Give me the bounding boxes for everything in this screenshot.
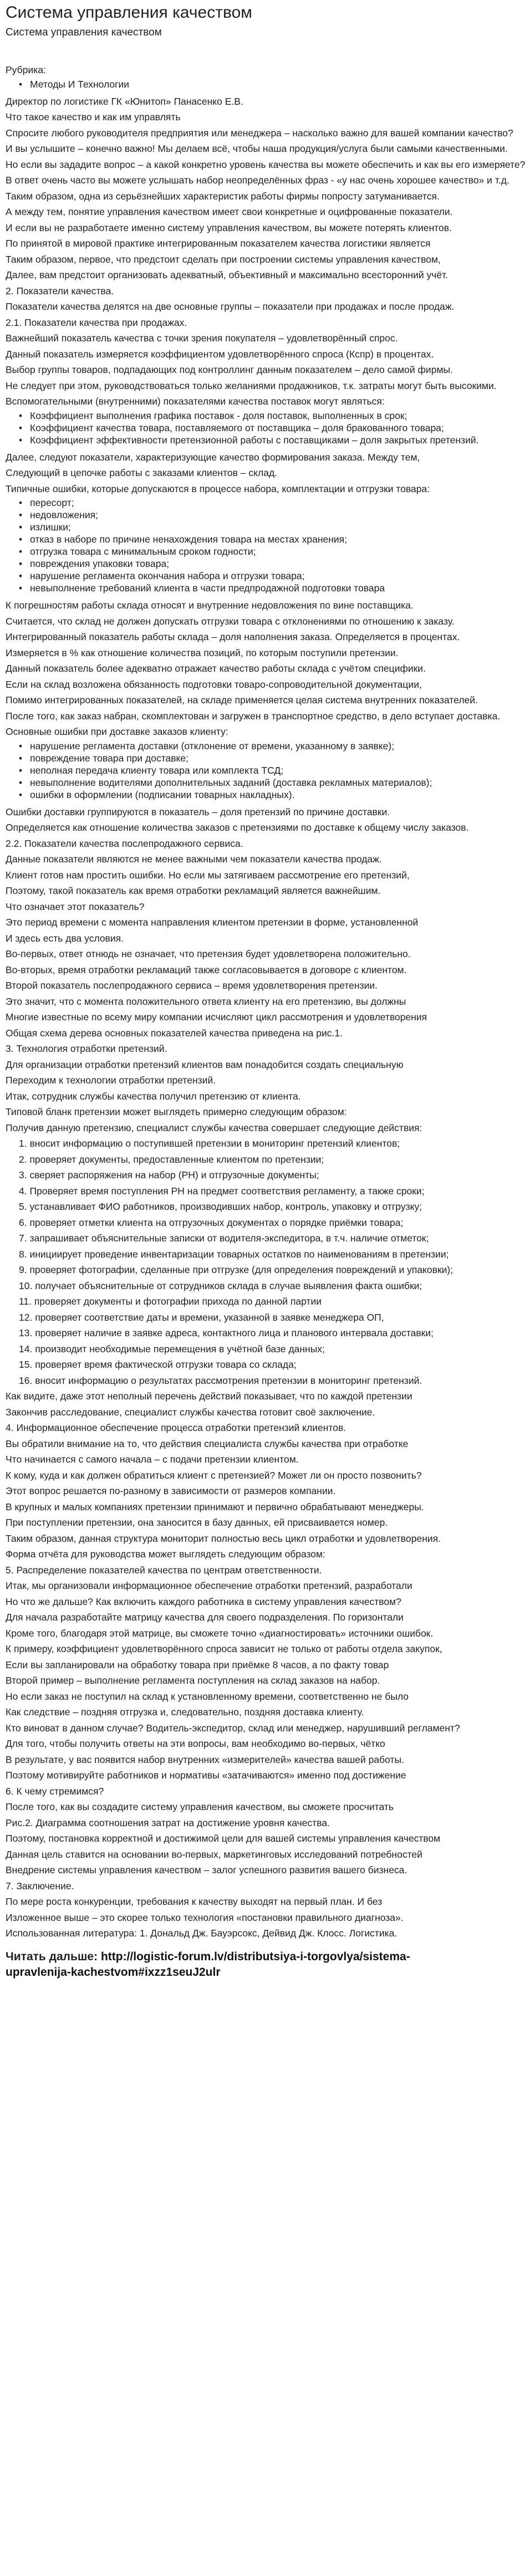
paragraph-line: Поэтому, такой показатель как время отработки рекламаций является важнейшим. xyxy=(6,885,381,896)
paragraph-line: Итак, мы организовали информационное обеспечение отработки претензий, разработали xyxy=(6,1580,412,1591)
list-item: • Коэффициент эффективности претензионной работы с поставщиками – доля закрытых претензий. xyxy=(6,434,464,446)
bullet-list-warehouse-errors xyxy=(6,497,464,594)
paragraph-line: И здесь есть два условия. xyxy=(6,932,124,944)
paragraph-line: Ошибки доставки группируются в показатель – доля претензий по причине доставки. xyxy=(6,806,390,817)
paragraph-line: Это значит, что с момента положительного ответа клиенту на его претензию, вы должны xyxy=(6,995,406,1007)
paragraph-line: Итак, сотрудник службы качества получил претензию от клиента. xyxy=(6,1090,301,1102)
paragraph-line: Следующий в цепочке работы с заказами клиентов – склад. xyxy=(6,467,278,478)
paragraph-line: Но что же дальше? Как включить каждого работника в систему управления качеством? xyxy=(6,1596,401,1607)
paragraph-line: Что начинается с самого начала – с подачи претензии клиентом. xyxy=(6,1454,299,1465)
paragraph-line: Помимо интегрированных показателей, на складе применяется целая система внутренних показателей. xyxy=(6,694,478,706)
paragraph-line: Данный показатель измеряется коэффициентом удовлетворённого спроса (Кспр) в процентах. xyxy=(6,348,434,360)
article-section-5 xyxy=(6,1388,464,1941)
read-more-footer xyxy=(6,1949,464,1980)
list-item: • Коэффициент качества товара, поставляемого от поставщика – доля бракованного товара; xyxy=(6,422,464,434)
paragraph-line: Директор по логистике ГК «Юнитоп» Панасенко Е.В. xyxy=(6,95,243,107)
numbered-step: 13. проверяет наличие в заявке адреса, контактного лица и планового интервала доставки; xyxy=(19,1327,434,1338)
paragraph-line: Но если заказ не поступил на склад к установленному времени, соответственно не было xyxy=(6,1690,409,1702)
paragraph-line: Но если вы зададите вопрос – а какой конкретно уровень качества вы можете обеспечить и как вы его измеряете? xyxy=(6,159,525,170)
numbered-step: 4. Проверяет время поступления РН на предмет соответствия регламенту, а также сроки; xyxy=(19,1185,425,1197)
paragraph-line: Измеряется в % как отношение количества позиций, по которым поступили претензии. xyxy=(6,647,399,658)
list-item: • повреждения упаковки товара; xyxy=(6,558,464,570)
paragraph-line: И вы услышите – конечно важно! Мы делаем всё, чтобы наша продукция/услуга были самыми качественными. xyxy=(6,143,508,154)
paragraph-line: Как видите, даже этот неполный перечень действий показывает, что по каждой претензии xyxy=(6,1391,412,1402)
paragraph-line: В ответ очень часто вы можете услышать набор неопределённых фраз - «у нас очень хорошее качество» и т.д. xyxy=(6,175,509,186)
numbered-step: 14. производит необходимые перемещения в учётной базе данных; xyxy=(19,1343,325,1355)
paragraph-line: Общая схема дерева основных показателей качества приведена на рис.1. xyxy=(6,1027,343,1039)
paragraph-line: Рис.2. Диаграмма соотношения затрат на достижение уровня качества. xyxy=(6,1817,330,1828)
paragraph-line: Изложенное выше – это скорее только технология «постановки правильного диагноза». xyxy=(6,1911,404,1923)
paragraph-line: Вы обратили внимание на то, что действия специалиста службы качества при отработке xyxy=(6,1438,409,1449)
paragraph-line: Второй пример – выполнение регламента поступления на склад заказов на набор. xyxy=(6,1675,380,1686)
paragraph-line: А между тем, понятие управления качеством имеет свои конкретные и оцифрованные показатели. xyxy=(6,206,453,217)
list-item: • невыполнение водителями дополнительных заданий (доставка рекламных материалов); xyxy=(6,776,464,789)
numbered-step: 8. инициирует проведение инвентаризации товарных остатков по наименованиям в претензии; xyxy=(19,1248,449,1260)
rubric-list xyxy=(6,78,464,90)
numbered-step: 16. вносит информацию о результатах рассмотрения претензии в мониторинг претензий. xyxy=(19,1374,422,1386)
paragraph-line: Для начала разработайте матрицу качества для своего подразделения. По горизонтали xyxy=(6,1612,404,1623)
paragraph-line: 7. Заключение. xyxy=(6,1880,74,1892)
numbered-step: 5. устанавливает ФИО работников, производивших набор, контроль, упаковку и отгрузку; xyxy=(19,1201,422,1212)
numbered-step: 11. проверяет документы и фотографии прихода по данной партии xyxy=(19,1296,322,1307)
paragraph-line: Как следствие – поздняя отгрузка и, следовательно, поздняя доставка клиенту. xyxy=(6,1706,364,1718)
paragraph-line: Вспомогательными (внутренними) показателями качества поставок могут являться: xyxy=(6,396,385,407)
list-item: • недовложения; xyxy=(6,509,464,521)
read-more-link[interactable]: http://logistic-forum.lv/distributsiya-i-torgovlya/sistema-upravlenija-kachestvom#ixzz1seuJ2ulr xyxy=(6,1950,410,1979)
paragraph-line: Многие известные по всему миру компании исчисляют цикл рассмотрения и удовлетворения xyxy=(6,1011,427,1023)
paragraph-line: 6. К чему стремимся? xyxy=(6,1785,104,1797)
paragraph-line: Поэтому, постановка корректной и достижимой цели для вашей системы управления качеством xyxy=(6,1833,441,1844)
paragraph-line: Выбор группы товаров, подпадающих под контроллинг данным показателем – дело самой фирмы. xyxy=(6,364,453,375)
paragraph-line: Типовой бланк претензии может выглядеть примерно следующим образом: xyxy=(6,1106,347,1117)
paragraph-line: Таким образом, первое, что предстоит сделать при построении системы управления качеством, xyxy=(6,253,441,265)
paragraph-line: Данный показатель более адекватно отражает качество работы склада с учётом специфики. xyxy=(6,663,426,674)
paragraph-line: 5. Распределение показателей качества по центрам ответственности. xyxy=(6,1564,322,1576)
numbered-step: 12. проверяет соответствие даты и времени, указанной в заявке менеджера ОП, xyxy=(19,1311,384,1323)
paragraph-line: 3. Технология отработки претензий. xyxy=(6,1043,167,1054)
paragraph-line: После того, как заказ набран, скомплектован и загружен в транспортное средство, в дело вступает доставка. xyxy=(6,710,501,722)
paragraph-line: Таким образом, одна из серьёзнейших характеристик работы фирмы попросту затуманивается. xyxy=(6,190,440,202)
paragraph-line: Далее, вам предстоит организовать адекватный, объективный и максимально всесторонний учёт. xyxy=(6,269,448,280)
paragraph-line: Показатели качества делятся на две основные группы – показатели при продажах и после продаж. xyxy=(6,301,455,312)
list-item: • пересорт; xyxy=(6,497,464,509)
numbered-step: 2. проверяет документы, предоставленные клиентом по претензии; xyxy=(19,1153,324,1165)
paragraph-line: Для того, чтобы получить ответы на эти вопросы, вам необходимо во-первых, чётко xyxy=(6,1738,385,1749)
paragraph-line: 2. Показатели качества. xyxy=(6,285,114,297)
paragraph-line: Данная цель ставится на основании во-первых, маркетинговых исследований потребностей xyxy=(6,1848,422,1860)
paragraph-line: К кому, куда и как должен обратиться клиент с претензией? Может ли он просто позвонить? xyxy=(6,1469,422,1481)
paragraph-line: Таким образом, данная структура мониторит полностью весь цикл отработки и удовлетворения. xyxy=(6,1532,441,1544)
article-section-2 xyxy=(6,449,464,497)
paragraph-line: По мере роста конкуренции, требования к качеству выходят на первый план. И без xyxy=(6,1896,383,1907)
article-section-3 xyxy=(6,597,501,740)
page-title: Система управления качеством xyxy=(6,3,252,22)
paragraph-line: По принятой в мировой практике интегрированным показателем качества логистики является xyxy=(6,238,431,249)
paragraph-line: Переходим к технологии отработки претензий. xyxy=(6,1075,216,1086)
paragraph-line: В крупных и малых компаниях претензии принимают и первично обрабатывают менеджеры. xyxy=(6,1501,424,1512)
paragraph-line: Если вы запланировали на обработку товара при приёмке 8 часов, а по факту товар xyxy=(6,1659,389,1670)
paragraph-line: Этот вопрос решается по-разному в зависимости от размеров компании. xyxy=(6,1485,336,1496)
article-section-4 xyxy=(6,804,469,1136)
list-item: • повреждение товара при доставке; xyxy=(6,752,464,764)
numbered-list-claim-steps xyxy=(6,1136,464,1388)
paragraph-line: Закончив расследование, специалист службы качества готовит своё заключение. xyxy=(6,1406,375,1418)
numbered-step: 10. получает объяснительные от сотрудников склада в случае выявления факта ошибки; xyxy=(19,1280,422,1291)
paragraph-line: Форма отчёта для руководства может выглядеть следующим образом: xyxy=(6,1548,325,1560)
numbered-step: 7. запрашивает объяснительные записки от водителя-экспедитора, в т.ч. наличие отметок; xyxy=(19,1233,429,1244)
paragraph-line: После того, как вы создадите систему управления качеством, вы сможете просчитать xyxy=(6,1801,394,1812)
paragraph-line: Получив данную претензию, специалист службы качества совершает следующие действия: xyxy=(6,1122,422,1133)
paragraph-line: В результате, у вас появится набор внутренних «измерителей» качества вашей работы. xyxy=(6,1754,404,1765)
paragraph-line: Считается, что склад не должен допускать отгрузки товара с отклонениями по отношению к заказу. xyxy=(6,615,455,627)
paragraph-line: Второй показатель послепродажного сервиса – время удовлетворения претензии. xyxy=(6,980,378,991)
paragraph-line: Что означает этот показатель? xyxy=(6,901,145,912)
paragraph-line: Для организации отработки претензий клиентов вам понадобится создать специальную xyxy=(6,1059,404,1070)
numbered-step: 3. сверяет распоряжения на набор (РН) и отгрузочные документы; xyxy=(19,1169,319,1180)
paragraph-line: Далее, следуют показатели, характеризующие качество формирования заказа. Между тем, xyxy=(6,451,420,463)
paragraph-line: Во-первых, ответ отнюдь не означает, что претензия будет удовлетворена положительно. xyxy=(6,948,411,959)
paragraph-line: Кто виноват в данном случае? Водитель-экспедитор, склад или менеджер, нарушивший регламент? xyxy=(6,1722,460,1734)
list-item: • излишки; xyxy=(6,521,464,533)
paragraph-line: Внедрение системы управления качеством – залог успешного развития вашего бизнеса. xyxy=(6,1864,407,1875)
paragraph-line: Во-вторых, время отработки рекламаций также согласовывается в договоре с клиентом. xyxy=(6,964,407,975)
paragraph-line: Важнейший показатель качества с точки зрения покупателя – удовлетворённый спрос. xyxy=(6,333,398,344)
paragraph-line: Клиент готов нам простить ошибки. Но если мы затягиваем рассмотрение его претензий, xyxy=(6,869,410,881)
paragraph-line: Это период времени с момента направления клиентом претензии в форме, установленной xyxy=(6,917,419,928)
paragraph-line: Использованная литература: 1. Дональд Дж. Бауэрсокс, Дейвид Дж. Клосс. Логистика. xyxy=(6,1928,397,1939)
paragraph-line: Интегрированный показатель работы склада – доля наполнения заказа. Определяется в процентах. xyxy=(6,631,460,642)
list-item: • невыполнение требований клиента в части предпродажной подготовки товара xyxy=(6,582,464,594)
numbered-step: 9. проверяет фотографии, сделанные при отгрузке (для определения повреждений и упаковки); xyxy=(19,1264,453,1275)
paragraph-line: Не следует при этом, руководствоваться только желаниями продажников, т.к. затраты могут быть высокими. xyxy=(6,380,497,391)
paragraph-line: Типичные ошибки, которые допускаются в процессе набора, комплектации и отгрузки товара: xyxy=(6,483,430,494)
paragraph-line: Что такое качество и как им управлять xyxy=(6,111,181,122)
list-item: • нарушение регламента окончания набора и отгрузки товара; xyxy=(6,570,464,582)
paragraph-line: Кроме того, благодаря этой матрице, вы сможете точно «диагностировать» источники ошибок. xyxy=(6,1627,434,1639)
rubric-label: Рубрика: xyxy=(6,64,46,75)
numbered-step: 1. вносит информацию о поступившей претензии в мониторинг претензий клиентов; xyxy=(19,1138,400,1149)
list-item: • неполная передача клиенту товара или комплекта ТСД; xyxy=(6,764,464,776)
list-item: • Коэффициент выполнения графика поставок - доля поставок, выполненных в срок; xyxy=(6,410,464,422)
list-item: • ошибки в оформлении (подписании товарных накладных). xyxy=(6,789,464,801)
numbered-step: 15. проверяет время фактической отгрузки товара со склада; xyxy=(19,1359,297,1370)
bullet-list-delivery-errors xyxy=(6,740,464,801)
list-item: • отказ в наборе по причине ненахождения товара на местах хранения; xyxy=(6,533,464,545)
paragraph-line: Определяется как отношение количества заказов с претензиями по доставке к общему числу заказов. xyxy=(6,822,469,833)
paragraph-line: И если вы не разработаете именно систему управления качеством, вы можете потерять клиентов. xyxy=(6,222,452,233)
paragraph-line: 2.2. Показатели качества послепродажного сервиса. xyxy=(6,837,243,849)
rubric-item: • Методы И Технологии xyxy=(6,78,464,90)
read-more-label: Читать дальше: xyxy=(6,1950,101,1963)
page-subtitle: Система управления качеством xyxy=(6,27,162,38)
paragraph-line: К погрешностям работы склада относят и внутренние недовложения по вине поставщика. xyxy=(6,600,414,611)
bullet-list-supply-indicators xyxy=(6,410,479,446)
paragraph-line: Поэтому мотивируйте работников и нормативы «затачиваются» именно под достижение xyxy=(6,1770,406,1781)
paragraph-line: К примеру, коэффициент удовлетворённого спроса зависит не только от работы отдела закупок, xyxy=(6,1643,442,1654)
paragraph-line: Основные ошибки при доставке заказов клиенту: xyxy=(6,726,228,737)
paragraph-line: 2.1. Показатели качества при продажах. xyxy=(6,316,187,328)
paragraph-line: При поступлении претензии, она заносится в базу данных, ей присваивается номер. xyxy=(6,1517,388,1528)
list-item: • отгрузка товара с минимальным сроком годности; xyxy=(6,545,464,558)
paragraph-line: Спросите любого руководителя предприятия или менеджера – насколько важно для вашей компании качество? xyxy=(6,127,513,139)
paragraph-line: Если на склад возложена обязанность подготовки товаро-сопроводительной документации, xyxy=(6,678,422,690)
numbered-step: 6. проверяет отметки клиента на отгрузочных документах о порядке приёмки товара; xyxy=(19,1217,404,1228)
list-item: • нарушение регламента доставки (отклонение от времени, указанному в заявке); xyxy=(6,740,464,752)
article-section-1 xyxy=(6,94,525,410)
paragraph-line: 4. Информационное обеспечение процесса отработки претензий клиентов. xyxy=(6,1422,346,1433)
paragraph-line: Данные показатели являются не менее важными чем показатели качества продаж. xyxy=(6,853,382,865)
